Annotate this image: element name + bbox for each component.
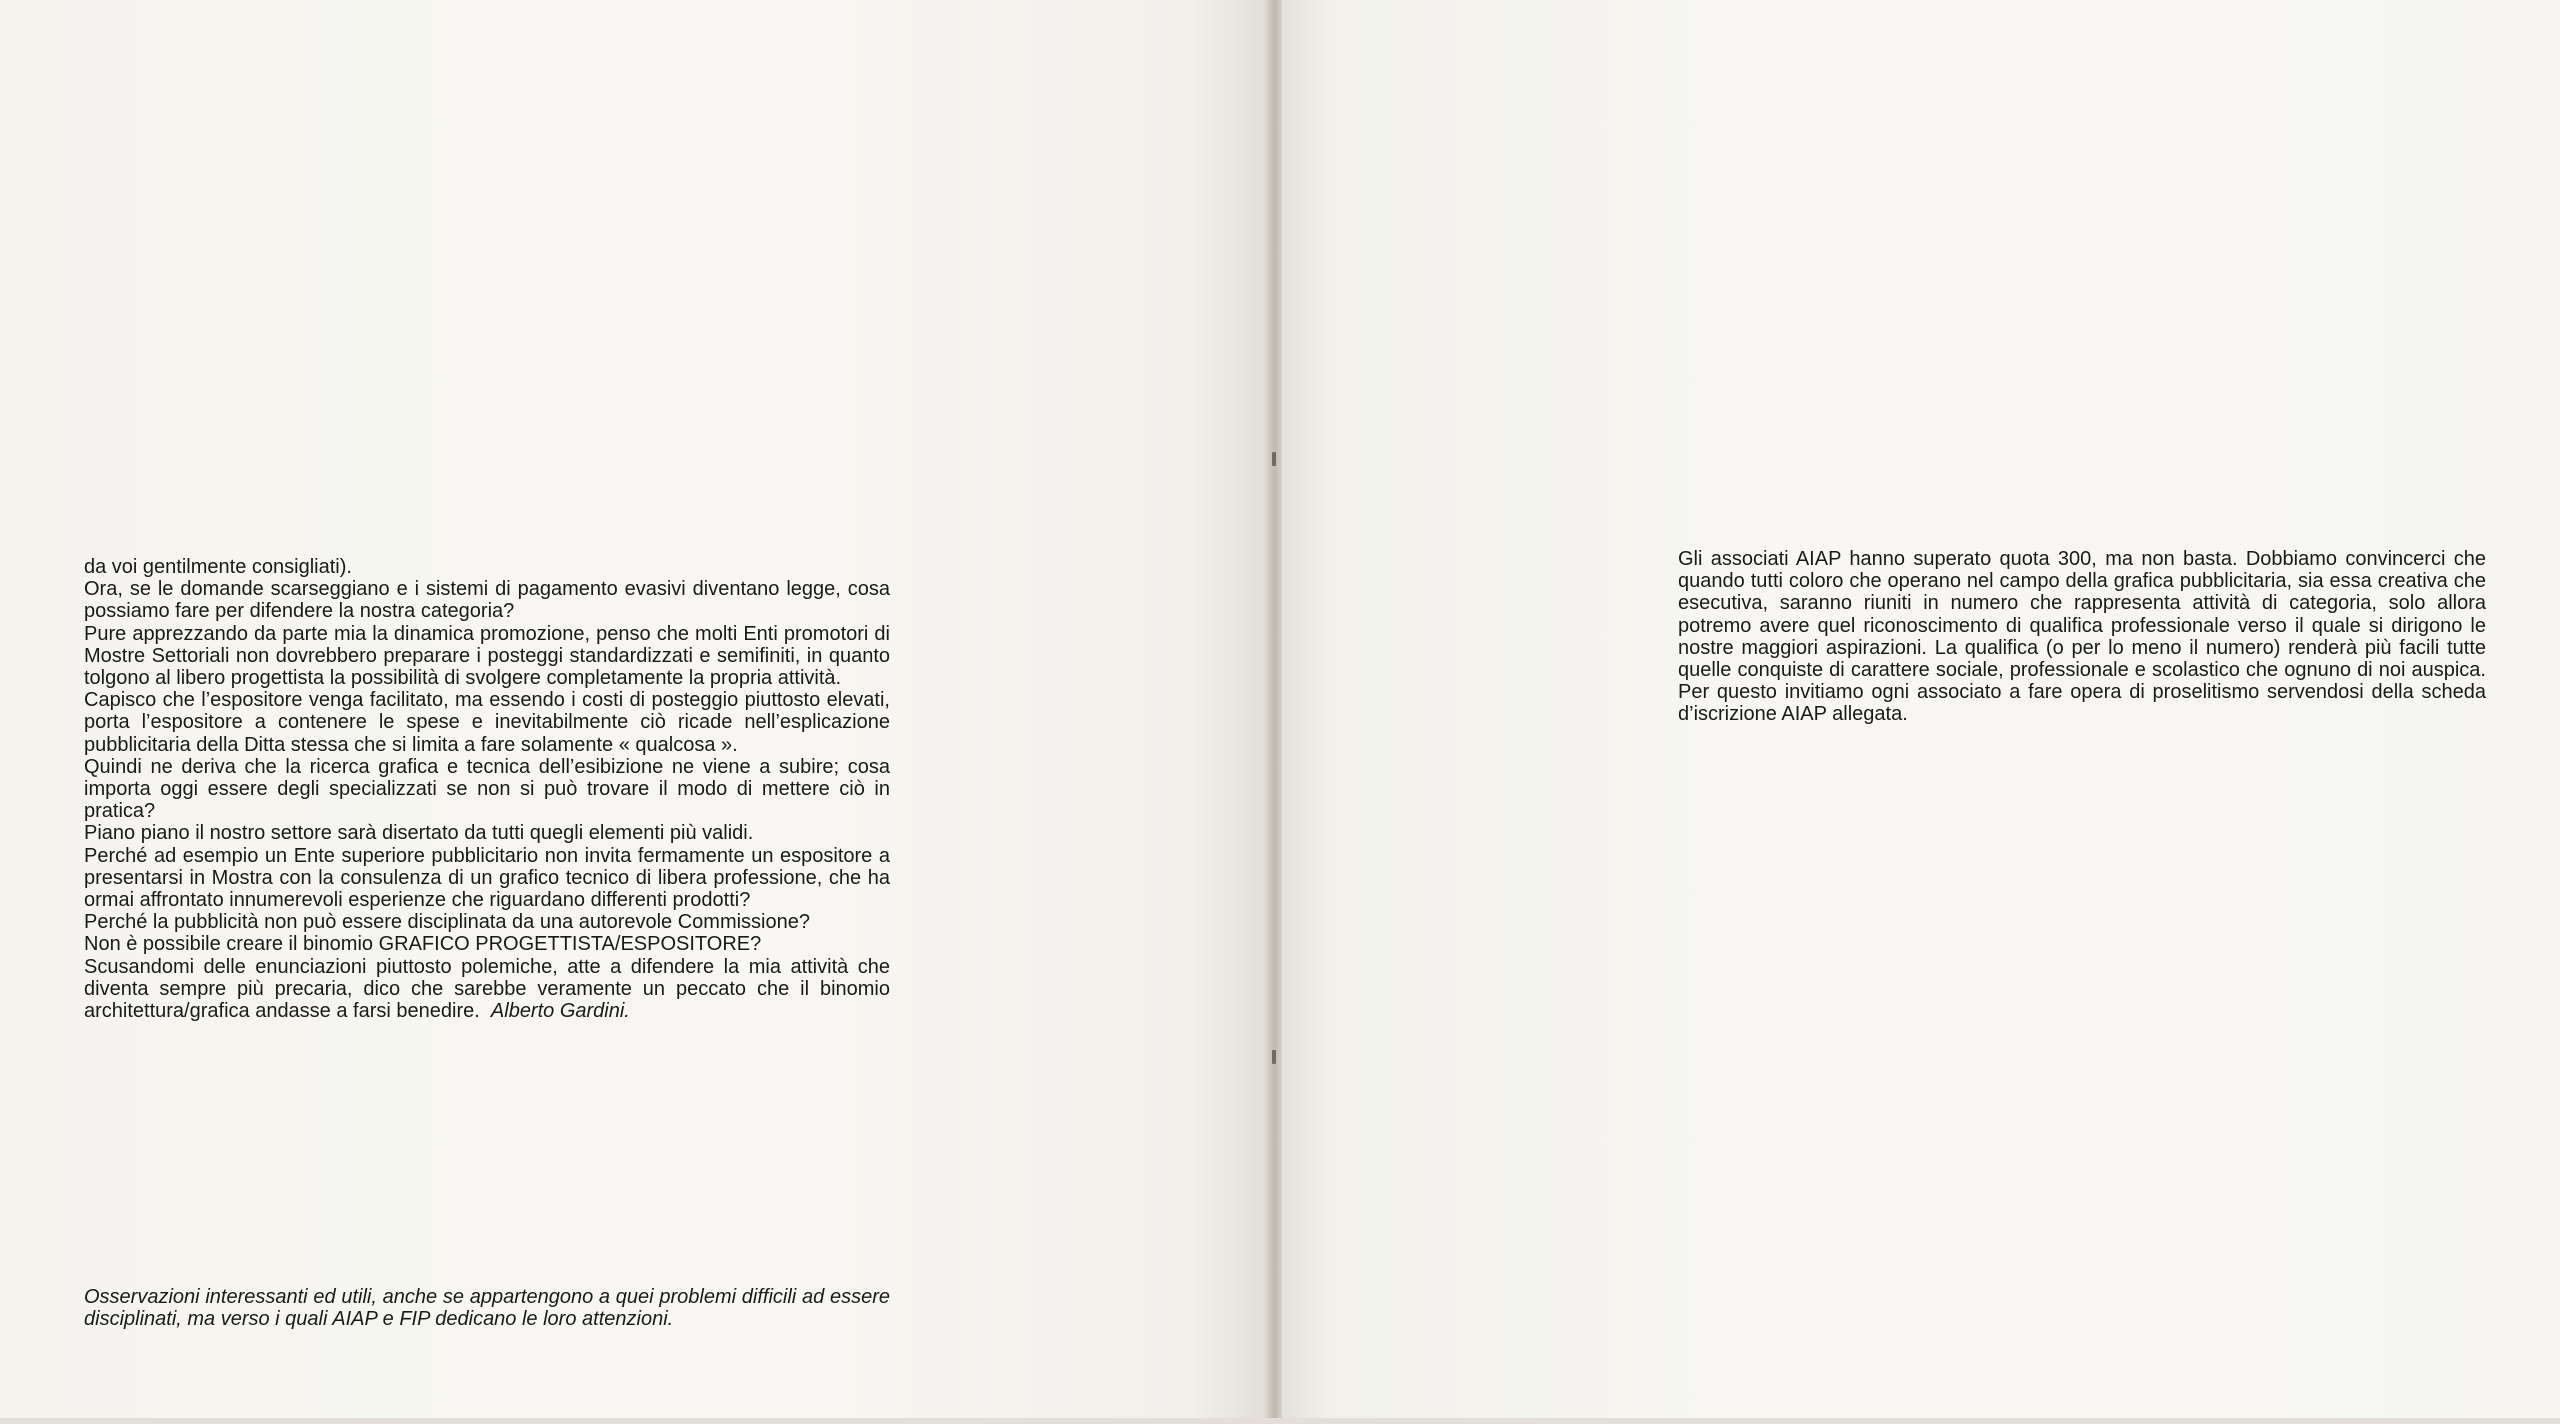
letter-paragraph: Pure apprezzando da parte mia la dinamica promozione, penso che molti Enti promotori di Mostre Settoriali non dovrebbero preparare i posteggi standardizzati e semifiniti, in quanto tolgono al libero progettista la possibilità di svolgere completamente la propria attività. [84,622,890,690]
letter-body [84,556,890,1022]
letter-paragraph: Quindi ne deriva che la ricerca grafica e tecnica dell’esibizione ne viene a subire; cosa importa oggi essere degli specializzati se non si può trovare il modo di mettere ciò in pratica? [84,755,890,823]
editor-note: Osservazioni interessanti ed utili, anche se appartengono a quei problemi difficili ad essere disciplinati, ma verso i quali AIAP e FIP dedicano le loro attenzioni. [84,1286,890,1331]
letter-paragraph: Perché la pubblicità non può essere disciplinata da una autorevole Commissione? [84,911,810,934]
closing-text: Scusandomi delle enunciazioni piuttosto polemiche, atte a difendere la mia attività che diventa sempre più precaria, dico che sarebbe veramente un peccato che il binomio architettura/grafica andasse a farsi benedire. [84,955,890,1023]
staple [1272,452,1276,466]
letter-paragraph: Non è possibile creare il binomio GRAFICO PROGETTISTA/ESPOSITORE? [84,933,762,956]
letter-paragraph: Perché ad esempio un Ente superiore pubblicitario non invita fermamente un espositore a presentarsi in Mostra con la consulenza di un grafico tecnico di libera professione, che ha ormai affrontato innumerevoli esperienze che riguardano differenti prodotti? [84,844,890,912]
page-bottom-edge [0,1418,2560,1424]
letter-paragraph: da voi gentilmente consigliati). [84,556,352,578]
staple [1272,1050,1276,1064]
letter-paragraph: Capisco che l’espositore venga facilitato, ma essendo i costi di posteggio piuttosto elevati, porta l’espositore a contenere le spese e inevitabilmente ciò ricade nell’esplicazione pubblicitaria della Ditta stessa che si limita a fare solamente « qualcosa ». [84,689,890,756]
letter-paragraph: Piano piano il nostro settore sarà disertato da tutti quegli elementi più validi. [84,822,754,845]
author-signature: Alberto Gardini. [490,1000,630,1023]
aiap-announcement: Gli associati AIAP hanno superato quota 300, ma non basta. Dobbiamo convincerci che quando tutti coloro che operano nel campo della grafica pubblicitaria, sia essa creativa che esecutiva, saranno riuniti in numero che rappresenta attività di categoria, solo allora potremo avere quel riconoscimento di qualifica professionale verso il quale si dirigono le nostre maggiori aspirazioni. La qualifica (o per lo meno il numero) renderà più facili tutte quelle conquiste di carattere sociale, professionale e scolastico che ognuno di noi auspica. Per questo invitiamo ogni associato a fare opera di proselitismo servendosi della scheda d’iscrizione AIAP allegata. [1678,548,2486,726]
letter-paragraph: Ora, se le domande scarseggiano e i sistemi di pagamento evasivi diventano legge, cosa possiamo fare per difendere la nostra categoria? [84,578,890,623]
letter-closing-paragraph [84,956,890,1023]
left-page [0,0,1268,1424]
